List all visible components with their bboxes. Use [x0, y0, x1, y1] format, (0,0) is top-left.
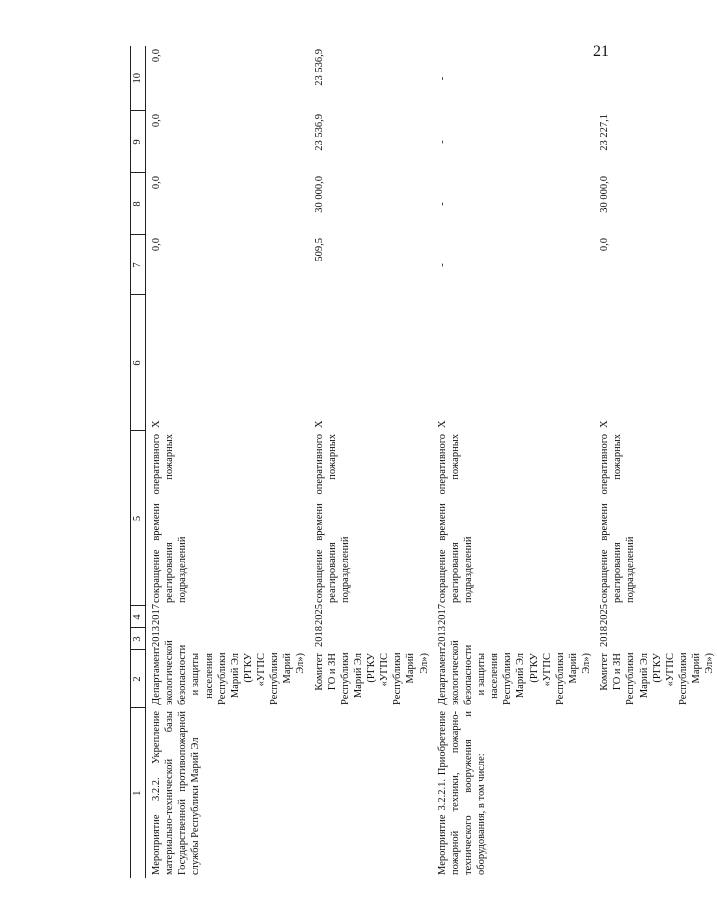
value-cell [593, 43, 717, 111]
measure-cell: Мероприятие 3.2.2. Укрепление материально-технической базы Государственной противопожарной службы Республики Марий Эл [151, 711, 202, 875]
value-cell: 30 000,0 [313, 176, 325, 213]
column-header: 10 [131, 46, 146, 111]
value-cell: 23 227,1 [599, 114, 611, 151]
value-cell: - [436, 263, 448, 267]
agency-cell: Комитет ГО и ЗН Республики Марий Эл (РГКУ «УГПС Республики Марий Эл») [599, 652, 716, 705]
agency-cell: Департамент экологической безопасности и защиты населения Республики Марий Эл (РГКУ «УГПС Республики Марий Эл») [151, 640, 307, 705]
result-cell: сокращение времени оперативного реагирования пожарных подразделений [436, 434, 474, 603]
value-cell: - [436, 76, 448, 81]
column-header: 8 [131, 173, 146, 235]
column-header: 5 [131, 431, 146, 606]
indicator-cell: Х [313, 420, 325, 428]
start-year-cell: 2013 [436, 626, 448, 647]
column-header: 9 [131, 111, 146, 173]
table-row [146, 46, 309, 878]
value-cell: 23 536,9 [313, 114, 325, 151]
start-year-cell: 2018 [313, 626, 325, 647]
result-cell: сокращение времени оперативного реагирования пожарных подразделений [599, 434, 637, 603]
column-header: 2 [131, 650, 146, 708]
end-year-cell: 2025 [599, 604, 611, 625]
value-cell: 23 536,9 [313, 49, 325, 86]
column-header: 4 [131, 606, 146, 628]
start-year-cell: 2018 [599, 626, 611, 647]
end-year-cell: 2017 [151, 604, 162, 625]
program-measures-table [130, 43, 717, 878]
value-cell: 0,0 [151, 238, 162, 252]
table-row [594, 46, 717, 878]
value-cell: 509,5 [313, 238, 325, 262]
page-number: 21 [593, 43, 609, 60]
value-cell: 0,0 [151, 176, 162, 190]
result-cell: сокращение времени оперативного реагирования пожарных подразделений [151, 434, 189, 603]
table-row [432, 46, 595, 878]
column-number-header-row [131, 46, 146, 878]
measure-cell [594, 708, 717, 878]
column-header: 7 [131, 235, 146, 295]
measure-cell [309, 708, 432, 878]
value-cell: 30 000,0 [599, 176, 611, 213]
value-cell: 0,0 [599, 238, 611, 252]
indicator-cell: Х [599, 420, 611, 428]
value-cell: - [436, 202, 448, 206]
indicator-cell: Х [436, 420, 448, 428]
rotated-table-sheet [130, 43, 716, 878]
column-header: 6 [131, 295, 146, 431]
agency-cell: Департамент экологической безопасности и защиты населения Республики Марий Эл (РГКУ «УГПС Республики Марий Эл») [436, 640, 592, 705]
end-year-cell: 2025 [313, 604, 325, 625]
value-cell: - [436, 140, 448, 144]
table-row [309, 46, 432, 878]
value-cell: 0,0 [151, 49, 162, 63]
start-year-cell: 2013 [151, 626, 162, 647]
result-cell: сокращение времени оперативного реагирования пожарных подразделений [313, 434, 351, 603]
agency-cell: Комитет ГО и ЗН Республики Марий Эл (РГКУ «УГПС Республики Марий Эл») [313, 652, 430, 705]
measure-cell: Мероприятие 3.2.2.1. Приобретение пожарной техники, пожарно-технического вооружения и оборудования, в том числе: [436, 711, 487, 875]
end-year-cell: 2017 [436, 604, 448, 625]
column-header: 3 [131, 628, 146, 650]
value-cell: 0,0 [151, 114, 162, 128]
indicator-cell: Х [151, 420, 162, 428]
column-header: 1 [131, 708, 146, 878]
